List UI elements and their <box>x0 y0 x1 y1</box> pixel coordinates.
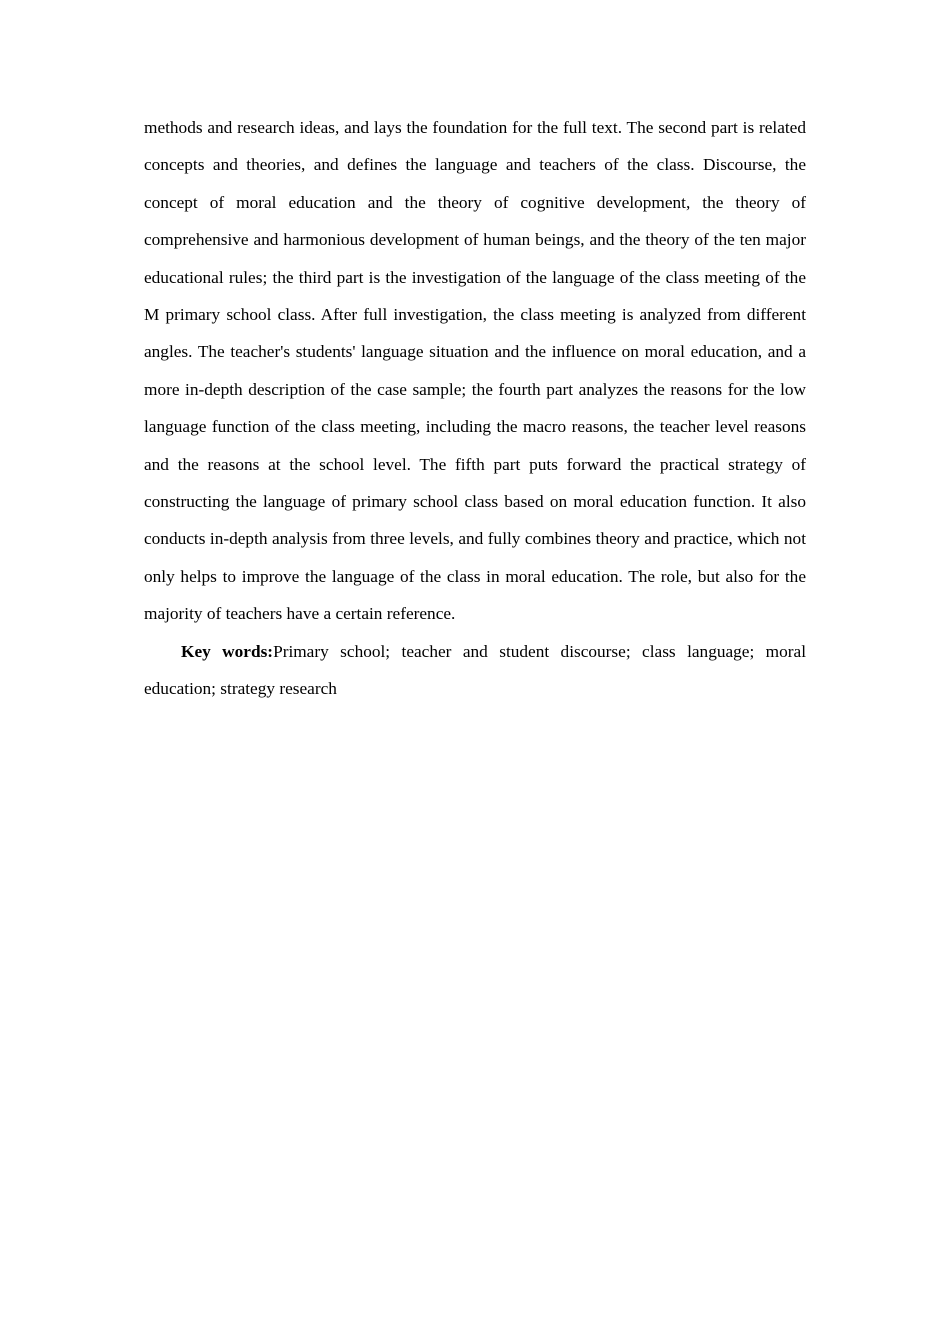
keywords-paragraph <box>144 633 806 708</box>
keywords-label: Key words: <box>181 641 274 661</box>
keywords-text: Primary school; teacher and student discourse; class language; moral education; strategy research <box>144 641 806 699</box>
abstract-section <box>144 109 806 708</box>
abstract-paragraph: methods and research ideas, and lays the foundation for the full text. The second part is related concepts and theories, and defines the language and teachers of the class. Discourse, the concept of moral education and the theory of cognitive development, the theory of comprehensive and harmonious development of human beings, and the theory of the ten major educational rules; the third part is the investigation of the language of the class meeting of the M primary school class. After full investigation, the class meeting is analyzed from different angles. The teacher's students' language situation and the influence on moral education, and a more in-depth description of the case sample; the fourth part analyzes the reasons for the low language function of the class meeting, including the macro reasons, the teacher level reasons and the reasons at the school level. The fifth part puts forward the practical strategy of constructing the language of primary school class based on moral education function. It also conducts in-depth analysis from three levels, and fully combines theory and practice, which not only helps to improve the language of the class in moral education. The role, but also for the majority of teachers have a certain reference. <box>144 118 806 624</box>
